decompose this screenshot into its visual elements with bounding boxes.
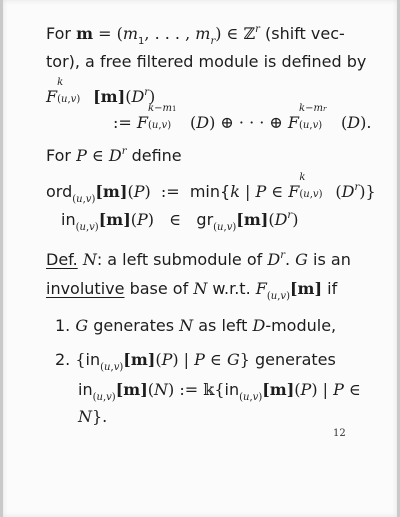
- shift-vec-text: (shift vec-: [265, 24, 345, 43]
- line-free-filtered: tor), a free filtered module is defined by: [46, 52, 367, 71]
- involutive-term: involutive: [46, 279, 125, 298]
- line-ord-formula: ord$_{(u,v)}$[m](P) := min{k | P ∈ F k (u,v) $(D^r)$}: [46, 172, 376, 205]
- list-item-1: 1. G generates N as left D-module,: [55, 316, 337, 335]
- line-in-formula: $in_{(u,v)}[m](P)$ ∈ $gr_{(u,v)}[m](D^r)$: [61, 210, 299, 233]
- list-item-2-cont: $in_{(u,v)}[m](N)$ := $𝕜\{in_{(u,v)}[m](P)$ | P ∈: [78, 380, 361, 403]
- page-number: 12: [333, 428, 346, 439]
- line-involutive: involutive base of N w.r.t. $F_{(u,v)}[m]$ if: [46, 279, 338, 302]
- line-shift-vector: For $m = (m_1$, . . . , $m_r$) ∈ ℤ$^r$ (shift vec-: [46, 24, 345, 47]
- for-word: For: [46, 24, 71, 43]
- line-def: Def. N: a left submodule of $D^r$. G is an: [46, 250, 351, 269]
- slide: [3, 0, 397, 517]
- line-definition-module: F k (u,v) $[m](D^r)$: [46, 77, 156, 106]
- line-direct-sum: := F k−m1 (u,v) (D) ⊕ · · · ⊕ F k−mr (u,v) (D).: [113, 103, 372, 132]
- def-label: Def.: [46, 250, 78, 269]
- list-item-2-end: N}.: [78, 407, 108, 426]
- list-item-2: 2. {$in_{(u,v)}[m](P)$ | P ∈ G} generates: [55, 350, 336, 373]
- line-for-p: For P ∈ $D^r$ define: [46, 146, 182, 165]
